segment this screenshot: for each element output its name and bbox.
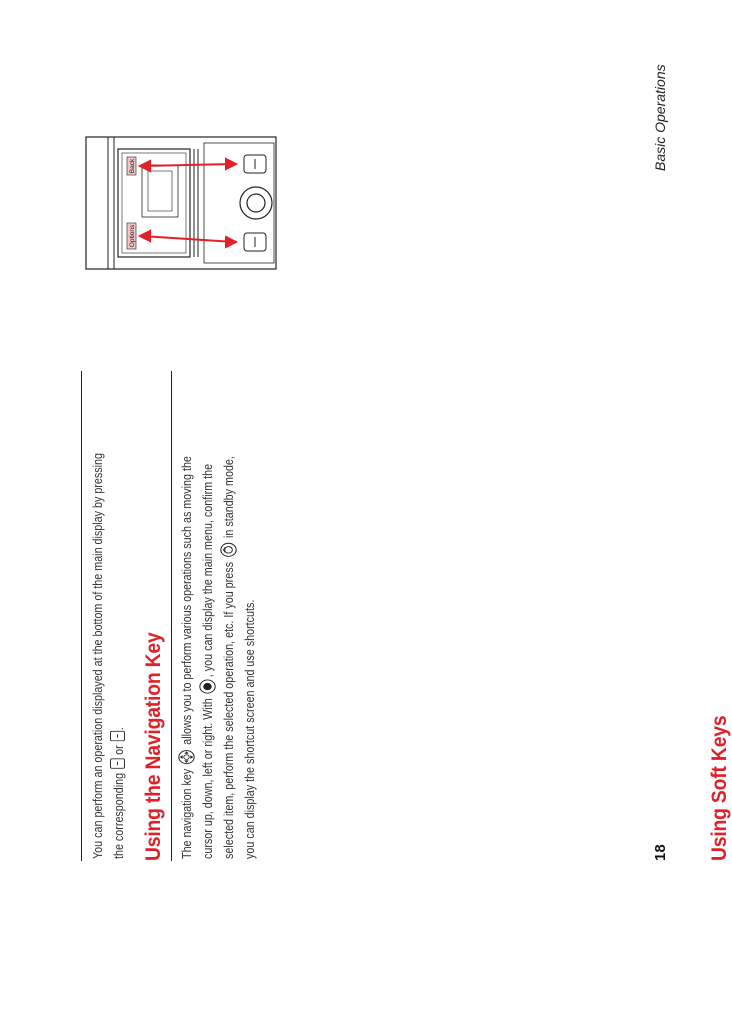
soft-keys-paragraph: You can perform an operation displayed at the bottom of the main display by pressing the corresponding or . <box>91 453 126 859</box>
heading-navigation-key: Using the Navigation Key <box>142 632 165 861</box>
heading-rule <box>81 371 82 861</box>
soft-keys-illustration <box>84 135 280 271</box>
options-label <box>127 223 136 249</box>
left-soft-key-icon <box>110 759 125 769</box>
back-label <box>127 157 136 175</box>
navigation-key-paragraph: The navigation key allows you to perform various operations such as moving the cursor up, down, left or right. With , you can display the main menu, confirm the selected item, perform the selected operation, etc. If you press in standby mode, you can display the shortcut screen and use shortcuts. <box>180 456 257 859</box>
navigation-key-icon <box>178 749 195 764</box>
center-key-icon <box>199 679 216 694</box>
heading-rule <box>171 371 172 861</box>
right-soft-key-icon <box>110 731 125 741</box>
running-title: Basic Operations <box>652 64 668 171</box>
shortcut-key-icon <box>220 543 237 558</box>
heading-soft-keys: Using Soft Keys <box>708 715 731 861</box>
svg-text:Options: Options <box>129 224 136 248</box>
svg-text:Back: Back <box>129 158 136 174</box>
page-number: 18 <box>652 844 669 861</box>
